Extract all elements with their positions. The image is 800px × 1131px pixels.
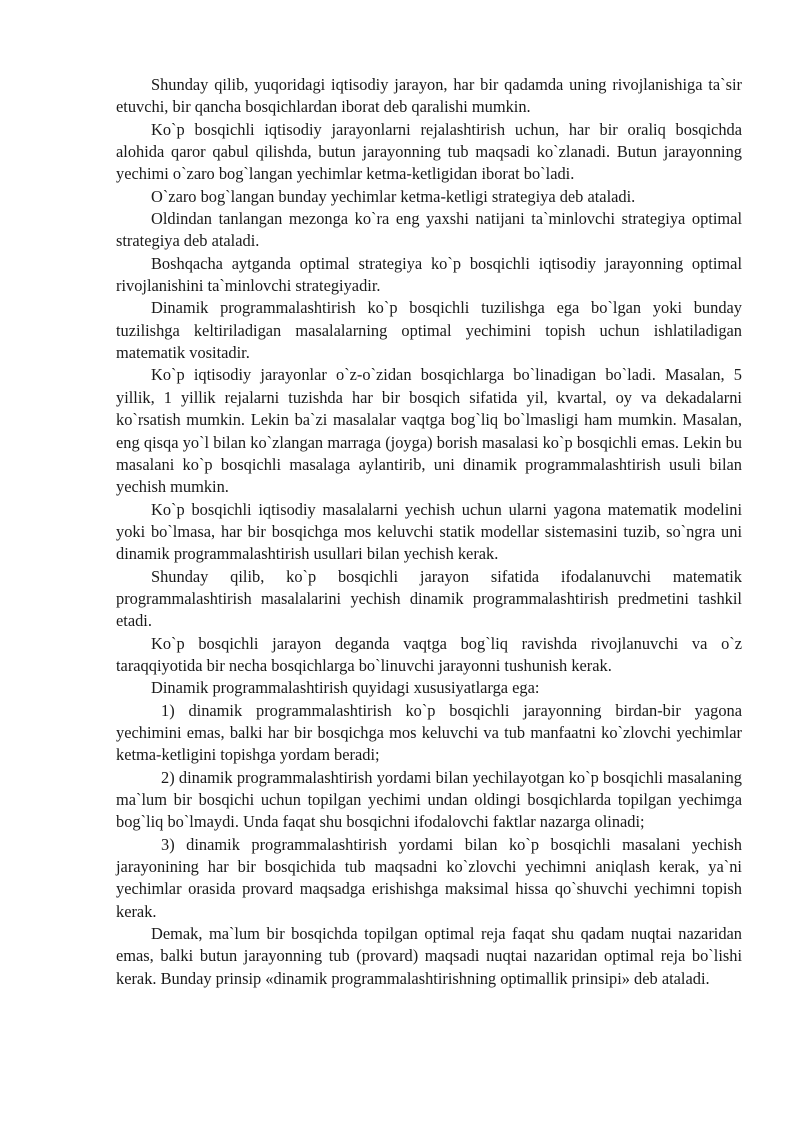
list-item: 1) dinamik programmalashtirish ko`p bosqichli jarayonning birdan-bir yagona yechimini emas, balki har bir bosqichga mos keluvchi va tub manfaatni ko`zlovchi yechimlar ketma-ketligini topishga yordam beradi; (116, 700, 742, 765)
list-intro: Dinamik programmalashtirish quyidagi xususiyatlarga ega: (151, 678, 540, 698)
paragraph: Oldindan tanlangan mezonga ko`ra eng yaxshi natijani ta`minlovchi strategiya optimal strategiya deb ataladi. (116, 209, 742, 251)
paragraph: Boshqacha aytganda optimal strategiya ko`p bosqichli iqtisodiy jarayonning optimal rivojlanishini ta`minlovchi strategiyadir. (116, 253, 742, 296)
paragraph: Shunday qilib, yuqoridagi iqtisodiy jarayon, har bir qadamda uning rivojlanishiga ta`sir etuvchi, bir qancha bosqichlardan iborat deb qaralishi mumkin. (116, 75, 742, 117)
paragraph: Ko`p bosqichli iqtisodiy masalalarni yechish uchun ularni yagona matematik modelini yoki bo`lmasa, har bir bosqichga mos keluvchi statik modellar sistemasini tuzib, so`ngra uni dinamik programmalashtirish usullari bilan yechish kerak. (116, 499, 742, 564)
list-item: 2) dinamik programmalashtirish yordami bilan yechilayotgan ko`p bosqichli masalaning ma`lum bir bosqichi uchun topilgan yechimi undan oldingi bosqichlarda topilgan yechimga bog`liq bo`lmaydi. Unda faqat shu bosqichni ifodalovchi faktlar nazarga olinadi; (116, 767, 742, 832)
document-page (116, 74, 742, 990)
paragraph: Shunday qilib, ko`p bosqichli jarayon sifatida ifodalanuvchi matematik programmalashtirish masalalarini yechish dinamik programmalashtirish predmetini tashkil etadi. (116, 566, 742, 631)
paragraph: Demak, ma`lum bir bosqichda topilgan optimal reja faqat shu qadam nuqtai nazaridan emas, balki butun jarayonning tub (provard) maqsadi nuqtai nazaridan optimal reja bo`lishi kerak. Bunday prinsip «dinamik programmalashtirishning optimallik prinsipi» deb ataladi. (116, 924, 742, 988)
paragraph: Dinamik programmalashtirish ko`p bosqichli tuzilishga ega bo`lgan yoki bunday tuzilishga keltiriladigan masalalarning optimal yechimini topish uchun ishlatiladigan matematik vositadir. (116, 298, 742, 363)
paragraph: Ko`p iqtisodiy jarayonlar o`z-o`zidan bosqichlarga bo`linadigan bo`ladi. Masalan, 5 yillik, 1 yillik rejalarni tuzishda har bir bosqich sifatida yil, kvartal, oy va dekadalarni ko`rsatish mumkin. Lekin ba`zi masalalar vaqtga bog`liq bo`lmasligi ham mumkin. Masalan, eng qisqa yo`l bilan ko`zlangan marraga (joyga) borish masalasi ko`p bosqichli emas. Lekin bu masalani ko`p bosqichli masalaga aylantirib, uni dinamik programmalashtirish usuli bilan yechish mumkin. (116, 365, 742, 497)
paragraph: O`zaro bog`langan bunday yechimlar ketma-ketligi strategiya deb ataladi. (151, 186, 636, 206)
paragraph: Ko`p bosqichli iqtisodiy jarayonlarni rejalashtirish uchun, har bir oraliq bosqichda alohida qaror qabul qilishda, butun jarayonning tub maqsadi ko`zlanadi. Butun jarayonning yechimi o`zaro bog`langan yechimlar ketma-ketligidan iborat bo`ladi. (116, 119, 742, 184)
list-item: 3) dinamik programmalashtirish yordami bilan ko`p bosqichli masalani yechish jarayonining har bir bosqichida tub maqsadni ko`zlovchi yechimni aniqlash kerak, ya`ni yechimlar orasida provard maqsadga erishishga maksimal hissa qo`shuvchi yechimni topish kerak. (116, 834, 742, 921)
paragraph: Ko`p bosqichli jarayon deganda vaqtga bog`liq ravishda rivojlanuvchi va o`z taraqqiyotida bir necha bosqichlarga bo`linuvchi jarayonni tushunish kerak. (116, 633, 742, 675)
